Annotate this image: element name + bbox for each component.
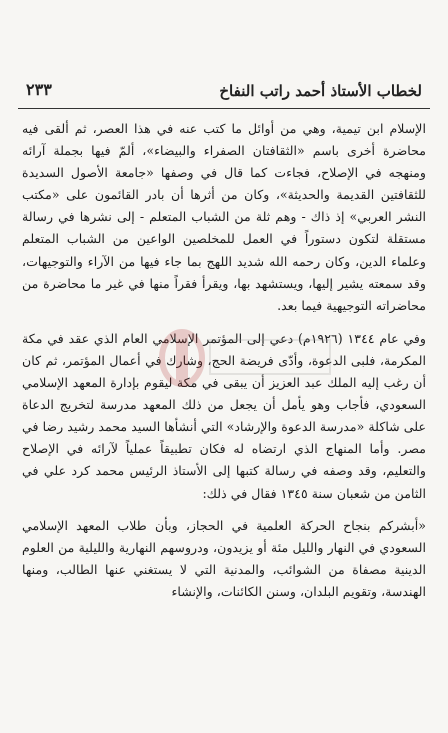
header-rule — [18, 108, 430, 109]
header-title: لخطاب الأستاذ أحمد راتب النفاخ — [219, 82, 422, 100]
body-text — [22, 118, 426, 603]
paragraph: وفي عام ١٣٤٤ (١٩٢٦م) دعي إلى المؤتمر الإسلامي العام الذي عقد في مكة المكرمة، فلبى الدعوة، وأدّى فريضة الحج، وشارك في أعمال المؤتمر، ثم كان أن رغب إليه الملك عبد العزيز أن يبقى في مكة ليقوم بإدارة المعهد الإسلامي السعودي، فأجاب وهو يأمل أن يجعل من ذلك المعهد مدرسة لتخريج الدعاة على شاكلة «مدرسة الدعوة والإرشاد» التي أنشأها السيد محمد رشيد رضا في مصر. وأما المنهاج الذي ارتضاه له فكان تطبيقاً عملياً لآرائه في الإصلاح والتعليم، وقد وصفه في رسالة كتبها إلى الأستاذ الرئيس محمد كرد علي في الثامن من شعبان سنة ١٣٤٥ فقال في ذلك: — [22, 330, 427, 501]
paragraph: «أبشركم بنجاح الحركة العلمية في الحجاز، وبأن طلاب المعهد الإسلامي السعودي في النهار والليل مئة أو يزيدون، ودروسهم النهارية والليلية من العلوم الدينية مصفاة من الشوائب، والمدنية التي لا يستغني عنها الطالب، ومنها الهندسة، وتقويم البلدان، وسنن الكائنات، والإنشاء — [22, 517, 426, 599]
page-number: ٢٣٣ — [26, 80, 52, 99]
running-header — [26, 82, 422, 106]
paragraph: الإسلام ابن تيمية، وهي من أوائل ما كتب عنه في هذا العصر، ثم ألقى فيه محاضرة أخرى باسم «الثقافتان الصفراء والبيضاء»، ألمّ فيها بجملة آرائه ومنهجه في الإصلاح، فجاءت كما قال في وصفها «جامعة الأصول السديدة للثقافتين القديمة والحديثة»، وكان من أثرها أن بادر القائمون على «مكتب النشر العربي» إذ ذاك - وهم ثلة من الشباب المتعلم - إلى نشرها في رسالة مستقلة لتكون دستوراً في العمل للمخلصين الواعين من الشباب المتعلم وعلماء الدين، وكان رحمه الله شديد اللهج بما جاء فيها من الآراء والتوجيهات، وقد سمعته يشير إليها، ويستشهد بها، ويقرأ فقراً منها في غير ما محاضرة من محاضراته التوجيهية فيما بعد. — [22, 121, 426, 313]
